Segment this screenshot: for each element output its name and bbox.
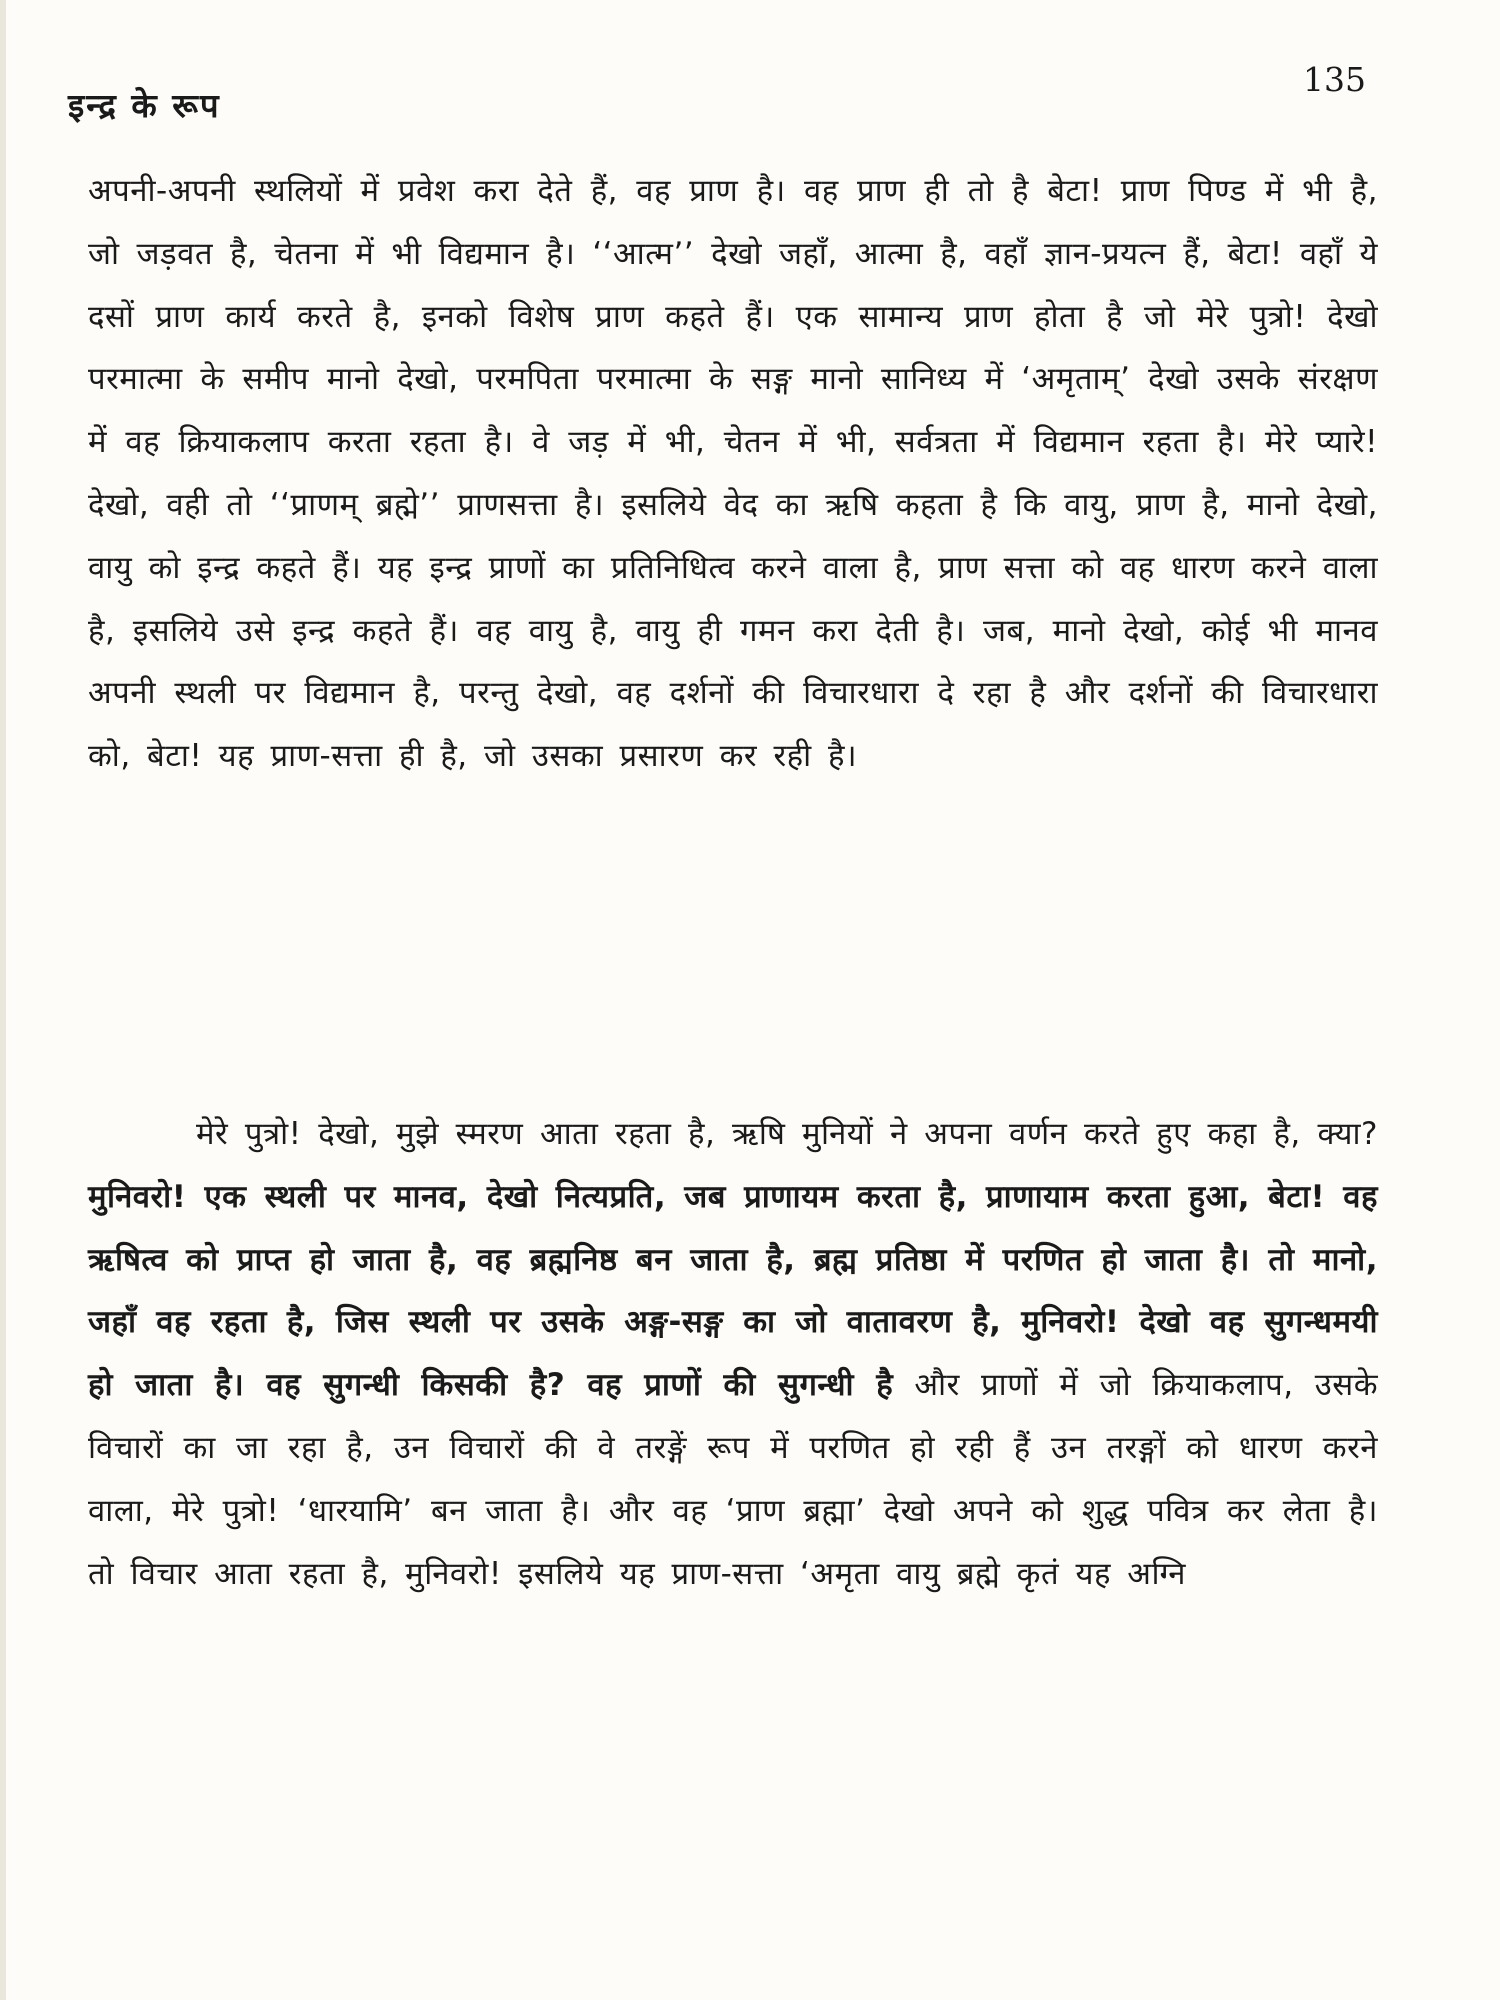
page-number: 135	[1303, 60, 1366, 99]
paragraph-2-continuation: और प्राणों में जो क्रियाकलाप, उसके विचारों का जा रहा है, उन विचारों की वे तरङ्गें रूप में परणित हो रही हैं उन तरङ्गों को धारण करने वाला, मेरे पुत्रो! ‘धारयामि’ बन जाता है। और वह ‘प्राण ब्रह्मा’ देखो अपने को शुद्ध पवित्र कर लेता है। तो विचार आता रहता है, मुनिवरो! इसलिये यह प्राण-सत्ता ‘अमृता वायु ब्रह्मे कृतं यह अग्नि	[88, 1367, 1379, 1592]
running-head: इन्द्र के रूप	[68, 86, 221, 125]
paragraph-2-bold-quote: मुनिवरो! एक स्थली पर मानव, देखो नित्यप्रति, जब प्राणायम करता है, प्राणायाम करता हुआ, बेटा! वह ऋषित्व को प्राप्त हो जाता है, वह ब्रह्मनिष्ठ बन जाता है, ब्रह्म प्रतिष्ठा में परणित हो जाता है। तो मानो, जहाँ वह रहता है, जिस स्थली पर उसके अङ्ग-सङ्ग का जो वातावरण है, मुनिवरो! देखो वह सुगन्धमयी हो जाता है। वह सुगन्धी किसकी है? वह प्राणों की सुगन्धी है	[88, 1178, 1378, 1404]
paragraph-1: अपनी-अपनी स्थलियों में प्रवेश करा देते हैं, वह प्राण है। वह प्राण ही तो है बेटा! प्राण पिण्ड में भी है, जो जड़वत है, चेतना में भी विद्यमान है। ‘‘आत्म’’ देखो जहाँ, आत्मा है, वहाँ ज्ञान-प्रयत्न हैं, बेटा! वहाँ ये दसों प्राण कार्य करते है, इनको विशेष प्राण कहते हैं। एक सामान्य प्राण होता है जो मेरे पुत्रो! देखो परमात्मा के समीप मानो देखो, परमपिता परमात्मा के सङ्ग मानो सानिध्य में ‘अमृताम्’ देखो उसके संरक्षण में वह क्रियाकलाप करता रहता है। वे जड़ में भी, चेतन में भी, सर्वत्रता में विद्यमान रहता है। मेरे प्यारे! देखो, वही तो ‘‘प्राणम् ब्रह्मे’’ प्राणसत्ता है। इसलिये वेद का ऋषि कहता है कि वायु, प्राण है, मानो देखो, वायु को इन्द्र कहते हैं। यह इन्द्र प्राणों का प्रतिनिधित्व करने वाला है, प्राण सत्ता को वह धारण करने वाला है, इसलिये उसे इन्द्र कहते हैं। वह वायु है, वायु ही गमन करा देती है। जब, मानो देखो, कोई भी मानव अपनी स्थली पर विद्यमान है, परन्तु देखो, वह दर्शनों की विचारधारा दे रहा है और दर्शनों की विचारधारा को, बेटा! यह प्राण-सत्ता ही है, जो उसका प्रसारण कर रही है।	[88, 173, 1379, 775]
scan-edge	[0, 0, 6, 2000]
paragraph-2	[88, 1103, 1378, 1605]
paragraph-2-intro: मेरे पुत्रो! देखो, मुझे स्मरण आता रहता है, ऋषि मुनियों ने अपना वर्णन करते हुए कहा है, क्या?	[196, 1116, 1378, 1152]
